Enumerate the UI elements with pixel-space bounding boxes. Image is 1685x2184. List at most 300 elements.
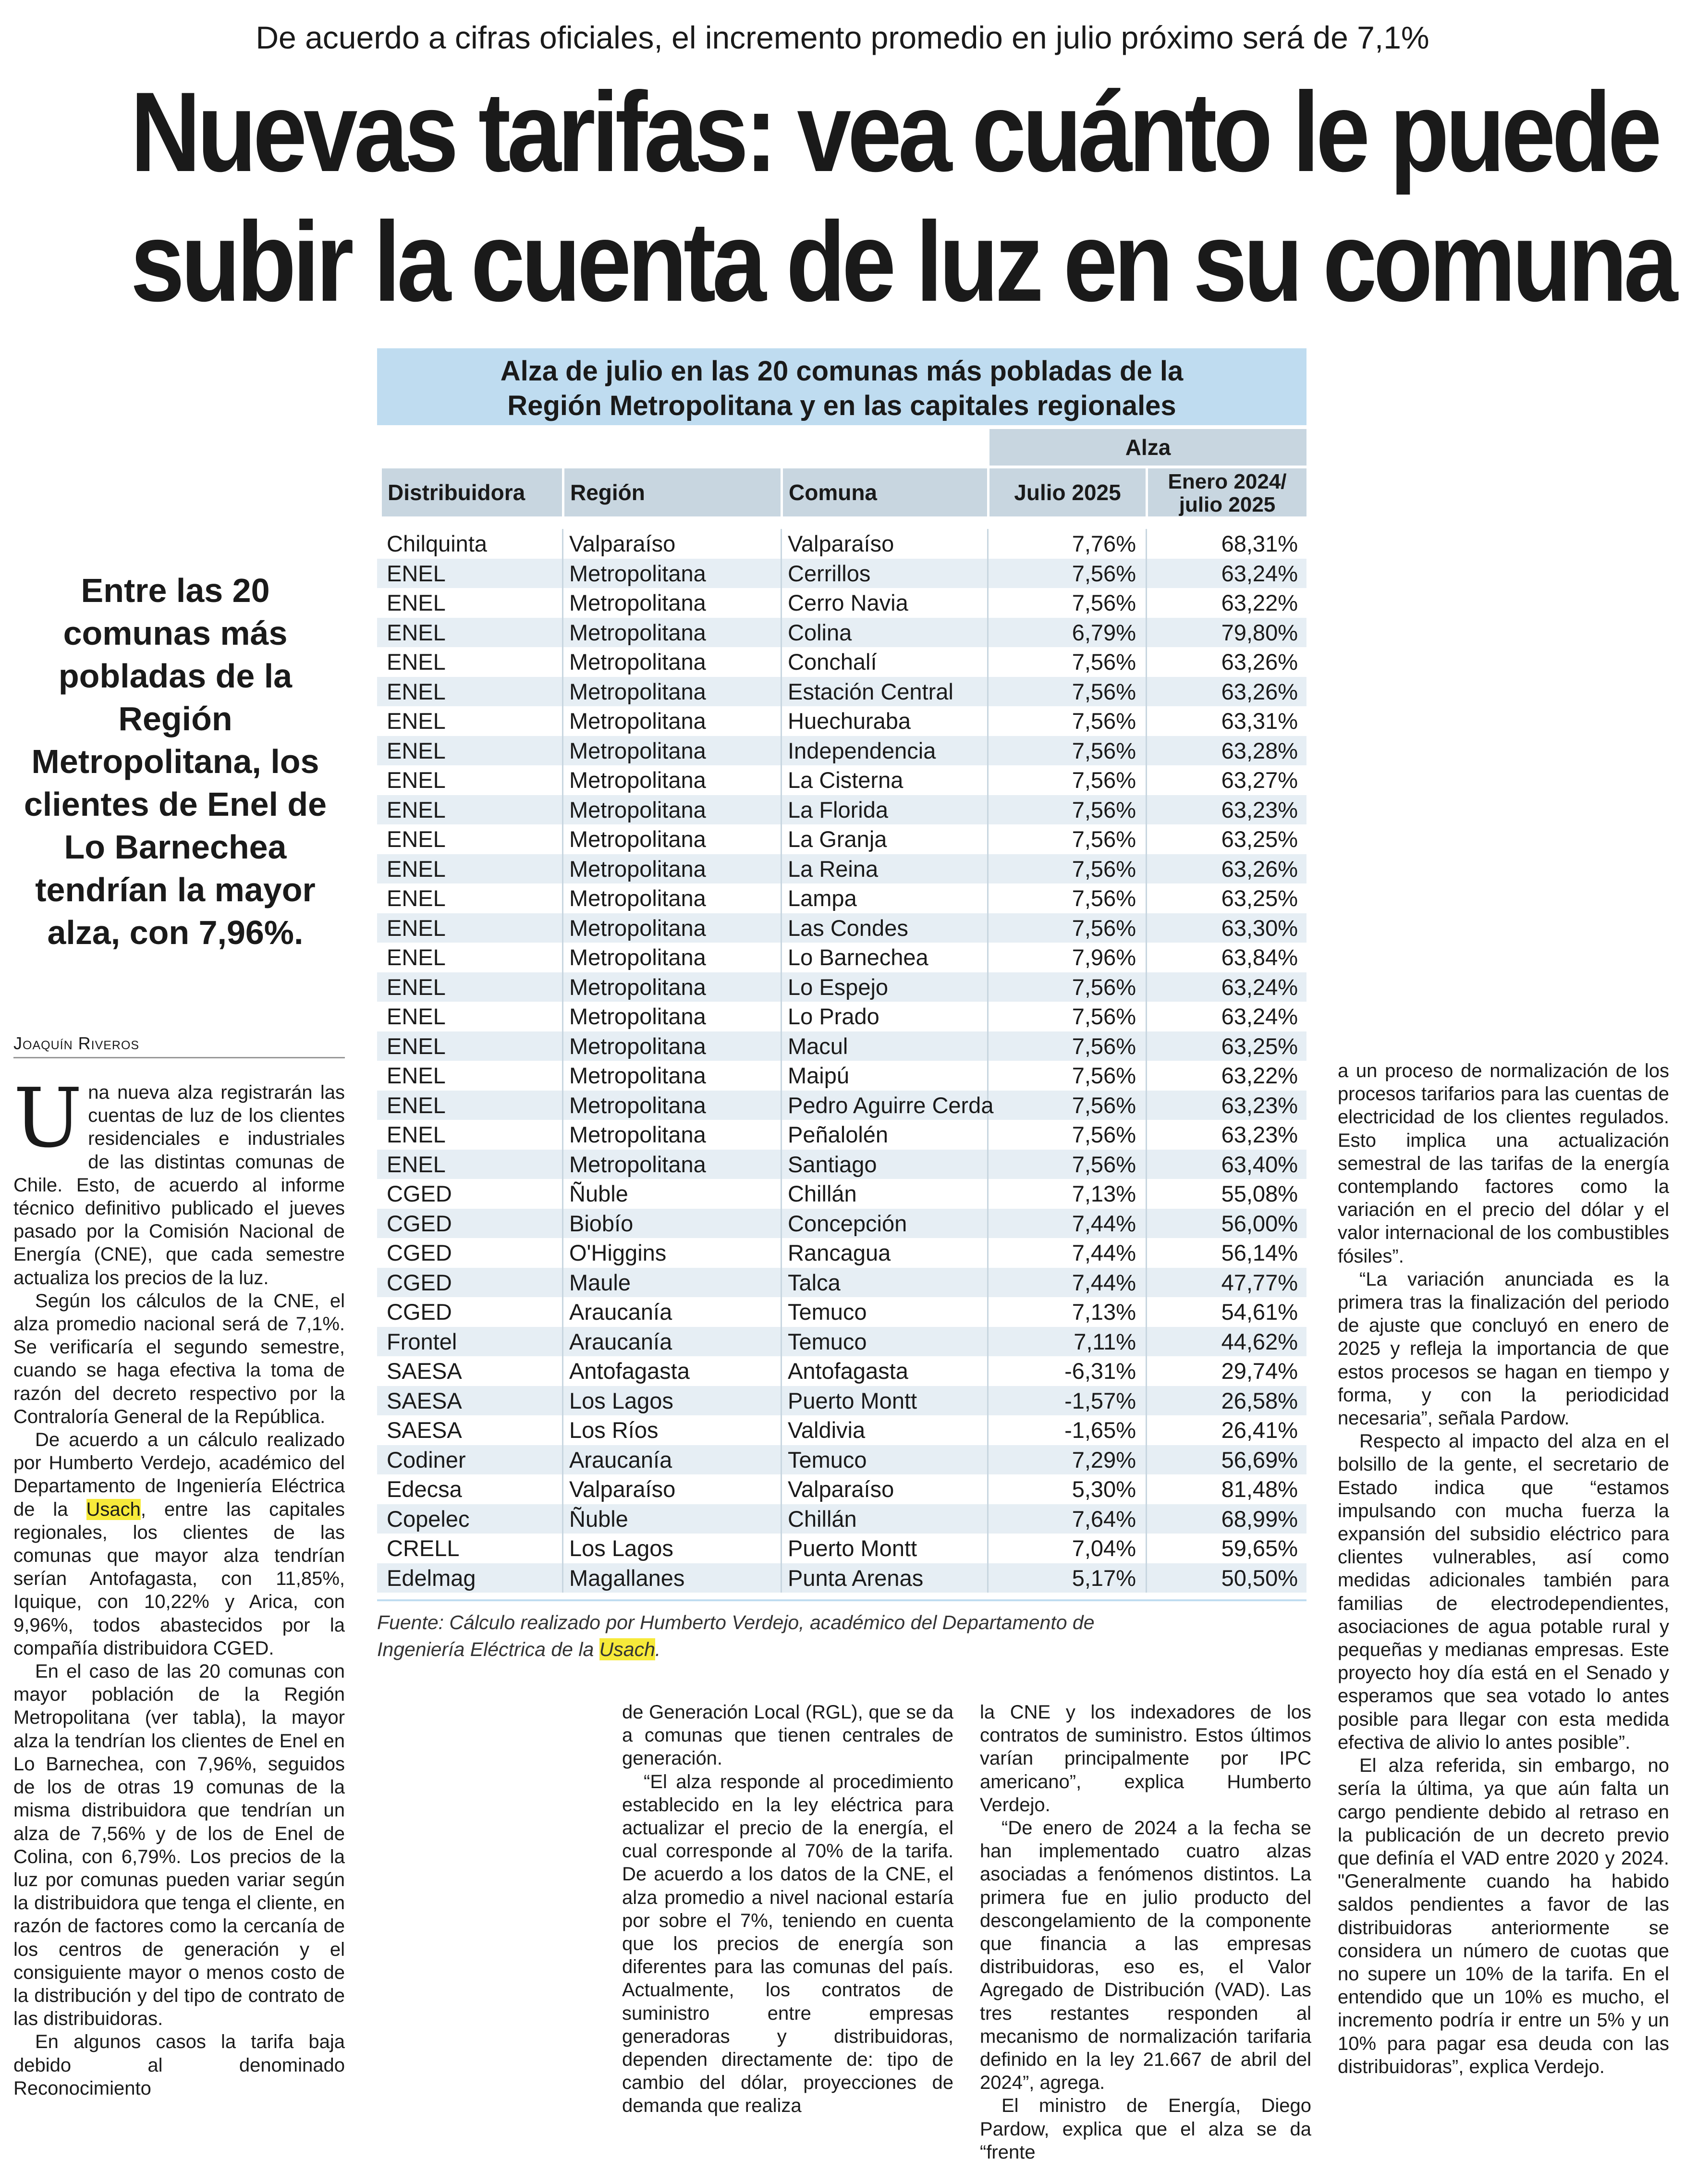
column-divider [1146, 559, 1147, 589]
column-divider [1146, 1238, 1147, 1268]
cell-region: Ñuble [569, 1181, 628, 1206]
column-divider [1146, 529, 1147, 559]
column-divider [562, 1209, 563, 1239]
column-divider [987, 854, 989, 884]
cell-julio-2025: -6,31% [1064, 1358, 1136, 1384]
cell-enero-julio: 29,74% [1221, 1358, 1298, 1384]
paragraph-text: na nueva alza registrarán las cuentas de luz de los clientes residenciales e industriales de las distintas comunas de Chile. Esto, de acuerdo al informe técnico definitivo publicado el jueves pasado por la Comisión Nacional de Energía (CNE), que cada semestre actualiza los precios de la luz. [13, 1082, 345, 1288]
cell-region: Metropolitana [569, 826, 706, 852]
paragraph: El ministro de Energía, Diego Pardow, explica que el alza se da “frente [980, 2095, 1311, 2163]
article-column-2 [622, 1701, 953, 2118]
column-divider [987, 618, 989, 648]
cell-julio-2025: 7,11% [1074, 1328, 1136, 1354]
cell-comuna: Independencia [788, 737, 936, 763]
column-divider [987, 1150, 989, 1179]
column-divider [781, 1268, 782, 1298]
paragraph: Según los cálculos de la CNE, el alza promedio nacional será de 7,1%. Se verificaría el segundo semestre, cuando se haga efectiva la toma de razón del decreto respectivo por la Contraloría General de la República. [13, 1290, 345, 1427]
paragraph-text: De acuerdo a un cálculo realizado por Humberto Verdejo, académico del Departamento de Ingeniería Eléctrica de la [13, 1429, 345, 1520]
cell-distribuidora: ENEL [387, 826, 446, 852]
column-divider [1146, 1120, 1147, 1150]
table-row [377, 647, 1306, 677]
table-row [377, 1474, 1306, 1504]
column-divider [562, 1474, 563, 1504]
cell-julio-2025: 7,56% [1072, 1092, 1136, 1118]
column-divider [781, 1179, 782, 1209]
cell-comuna: Concepción [788, 1210, 907, 1236]
cell-region: Araucanía [569, 1328, 672, 1354]
table-bottom-rule [377, 1599, 1306, 1601]
cell-julio-2025: 5,30% [1072, 1476, 1136, 1502]
cell-julio-2025: 7,96% [1072, 945, 1136, 970]
column-divider [562, 1002, 563, 1031]
table-row [377, 1091, 1306, 1120]
cell-region: Los Ríos [569, 1417, 659, 1443]
cell-comuna: Punta Arenas [788, 1565, 924, 1591]
cell-comuna: Huechuraba [788, 708, 911, 734]
cell-julio-2025: 7,56% [1072, 560, 1136, 586]
column-divider [1146, 824, 1147, 854]
cell-enero-julio: 63,22% [1221, 590, 1298, 615]
column-divider [562, 588, 563, 618]
column-divider [1146, 1445, 1147, 1475]
cell-region: Valparaíso [569, 1476, 676, 1502]
table-row [377, 972, 1306, 1002]
cell-comuna: Lo Espejo [788, 974, 889, 1000]
column-divider [562, 765, 563, 795]
paragraph: En algunos casos la tarifa baja debido al denominado Reconocimiento [13, 2031, 345, 2099]
cell-enero-julio: 63,30% [1221, 915, 1298, 941]
cell-julio-2025: 7,56% [1072, 1063, 1136, 1088]
cell-julio-2025: -1,65% [1064, 1417, 1136, 1443]
cell-distribuidora: SAESA [387, 1358, 462, 1384]
cell-enero-julio: 68,31% [1221, 531, 1298, 556]
table-body [377, 529, 1306, 1593]
column-divider [1146, 854, 1147, 884]
header-enero-line-2: julio 2025 [1179, 493, 1276, 516]
cell-distribuidora: Edecsa [387, 1476, 462, 1502]
header-group-alza: Alza [989, 429, 1306, 466]
table-source [377, 1609, 1170, 1663]
cell-comuna: Temuco [788, 1447, 867, 1472]
column-divider [562, 736, 563, 766]
column-divider [781, 765, 782, 795]
article-column-4 [1338, 1059, 1669, 2078]
paragraph: En el caso de las 20 comunas con mayor población de la Región Metropolitana (ver tabla), la mayor alza la tendrían los clientes de Enel en Lo Barnechea, con 7,96%, seguidos de los de otras 19 comunas de la misma distribuidora que tendrían un alza de 7,56% y de los de Enel de Colina, con 6,79%. Los precios de la luz por comunas pueden variar según la distribuidora que tenga el cliente, en razón de factores como la cercanía de los centros de generación y el consiguiente mayor o menos costo de la distribución y del tipo de contrato de las distribuidoras. [13, 1661, 345, 2030]
cell-julio-2025: 7,56% [1072, 649, 1136, 675]
column-divider [781, 1091, 782, 1120]
cell-julio-2025: 7,56% [1072, 915, 1136, 941]
column-divider [1146, 1209, 1147, 1239]
cell-julio-2025: 7,56% [1072, 885, 1136, 911]
cell-distribuidora: ENEL [387, 1063, 446, 1088]
column-divider [781, 1563, 782, 1593]
column-divider [987, 883, 989, 913]
column-divider [1146, 1031, 1147, 1061]
cell-comuna: Talca [788, 1269, 841, 1295]
column-divider [781, 943, 782, 972]
column-divider [987, 1474, 989, 1504]
cell-region: Araucanía [569, 1299, 672, 1325]
column-divider [562, 824, 563, 854]
headline-line-1: Nuevas tarifas: vea cuánto le puede [130, 69, 1659, 196]
cell-distribuidora: CGED [387, 1299, 452, 1325]
column-divider [987, 1120, 989, 1150]
cell-enero-julio: 55,08% [1221, 1181, 1298, 1206]
table-row [377, 824, 1306, 854]
cell-region: Metropolitana [569, 1151, 706, 1177]
column-divider [781, 1150, 782, 1179]
column-divider [781, 1238, 782, 1268]
column-divider [987, 765, 989, 795]
paragraph: El alza referida, sin embargo, no sería la última, ya que aún falta un cargo pendiente debido al retraso en la publicación de un decreto previo que definía el VAD entre 2020 y 2024. "Generalmente cuando ha habido saldos pendientes a favor de las distribuidoras anteriormente se considera un número de cuotas que no supere un 10% de la tarifa. En el entendido que un 10% es mucho, el incremento podría ir entre un 5% y un 10% para pagar esa deuda con las distribuidoras”, explica Verdejo. [1338, 1755, 1669, 2077]
cell-comuna: La Cisterna [788, 767, 904, 793]
cell-julio-2025: 7,44% [1072, 1269, 1136, 1295]
cell-enero-julio: 63,23% [1221, 797, 1298, 822]
column-divider [1146, 1563, 1147, 1593]
cell-enero-julio: 47,77% [1221, 1269, 1298, 1295]
cell-distribuidora: ENEL [387, 1004, 446, 1029]
cell-region: Araucanía [569, 1447, 672, 1472]
column-divider [1146, 1327, 1147, 1357]
column-divider [562, 1386, 563, 1416]
cell-distribuidora: ENEL [387, 649, 446, 675]
column-divider [1146, 795, 1147, 825]
cell-julio-2025: 5,17% [1072, 1565, 1136, 1591]
cell-region: Metropolitana [569, 708, 706, 734]
cell-distribuidora: ENEL [387, 708, 446, 734]
table-row [377, 1002, 1306, 1031]
column-divider [987, 972, 989, 1002]
column-divider [987, 1002, 989, 1031]
cell-comuna: Puerto Montt [788, 1387, 917, 1413]
cell-comuna: Las Condes [788, 915, 908, 941]
cell-distribuidora: CGED [387, 1269, 452, 1295]
cell-julio-2025: 7,56% [1072, 826, 1136, 852]
cell-julio-2025: 7,56% [1072, 1033, 1136, 1059]
table-row [377, 736, 1306, 766]
column-divider [987, 1031, 989, 1061]
cell-region: Metropolitana [569, 885, 706, 911]
paragraph [13, 1071, 345, 1289]
column-divider [562, 913, 563, 943]
cell-comuna: Cerrillos [788, 560, 871, 586]
column-divider [781, 736, 782, 766]
cell-julio-2025: 7,56% [1072, 1004, 1136, 1029]
cell-distribuidora: CRELL [387, 1535, 460, 1561]
column-divider [987, 1268, 989, 1298]
cell-region: Los Lagos [569, 1535, 673, 1561]
column-divider [1146, 618, 1147, 648]
cell-comuna: Cerro Navia [788, 590, 908, 615]
table-title-line-2: Región Metropolitana y en las capitales regionales [507, 390, 1176, 421]
cell-distribuidora: ENEL [387, 856, 446, 882]
cell-region: Metropolitana [569, 974, 706, 1000]
cell-enero-julio: 63,24% [1221, 974, 1298, 1000]
column-divider [562, 1268, 563, 1298]
cell-enero-julio: 56,14% [1221, 1240, 1298, 1265]
column-divider [562, 1563, 563, 1593]
cell-region: Los Lagos [569, 1387, 673, 1413]
cell-enero-julio: 50,50% [1221, 1565, 1298, 1591]
cell-julio-2025: 7,29% [1072, 1447, 1136, 1472]
cell-julio-2025: 7,13% [1072, 1299, 1136, 1325]
cell-comuna: Antofagasta [788, 1358, 908, 1384]
column-divider [1146, 647, 1147, 677]
table-row [377, 559, 1306, 589]
table-row [377, 1061, 1306, 1091]
cell-region: Metropolitana [569, 1122, 706, 1147]
column-divider [781, 1297, 782, 1327]
cell-comuna: Maipú [788, 1063, 850, 1088]
column-divider [987, 677, 989, 707]
column-divider [781, 1061, 782, 1091]
cell-enero-julio: 56,69% [1221, 1447, 1298, 1472]
cell-enero-julio: 63,84% [1221, 945, 1298, 970]
cell-distribuidora: CGED [387, 1210, 452, 1236]
cell-comuna: Lo Prado [788, 1004, 879, 1029]
column-divider [562, 854, 563, 884]
table-row [377, 1327, 1306, 1357]
column-divider [781, 913, 782, 943]
cell-comuna: Peñalolén [788, 1122, 889, 1147]
cell-region: Ñuble [569, 1506, 628, 1532]
cell-comuna: Chillán [788, 1506, 857, 1532]
cell-julio-2025: 7,56% [1072, 1151, 1136, 1177]
cell-distribuidora: Frontel [387, 1328, 457, 1354]
paragraph: “El alza responde al procedimiento establecido en la ley eléctrica para actualizar el precio de la energía, el cual corresponde al 70% de la tarifa. De acuerdo a los datos de la CNE, el alza promedio a nivel nacional estaría por sobre el 7%, teniendo en cuenta que los precios de energía son diferentes para las comunas del país. Actualmente, los contratos de suministro entre empresas generadoras y distribuidoras, dependen directamente de: tipo de cambio del dólar, proyecciones de demanda que realiza [622, 1771, 953, 2117]
source-text: . [655, 1638, 661, 1660]
table-row [377, 1504, 1306, 1534]
cell-julio-2025: 7,44% [1072, 1210, 1136, 1236]
table-row [377, 913, 1306, 943]
cell-distribuidora: ENEL [387, 767, 446, 793]
column-divider [562, 706, 563, 736]
cell-julio-2025: 7,56% [1072, 590, 1136, 615]
header-enero-julio [1148, 468, 1306, 516]
column-divider [781, 618, 782, 648]
cell-region: Magallanes [569, 1565, 685, 1591]
drop-cap: U [13, 1071, 83, 1166]
table-row [377, 765, 1306, 795]
cell-distribuidora: ENEL [387, 737, 446, 763]
cell-julio-2025: 7,56% [1072, 708, 1136, 734]
column-divider [562, 647, 563, 677]
cell-distribuidora: ENEL [387, 945, 446, 970]
table-row [377, 1415, 1306, 1445]
cell-distribuidora: ENEL [387, 797, 446, 822]
column-divider [781, 1120, 782, 1150]
column-divider [987, 706, 989, 736]
column-divider [987, 1445, 989, 1475]
paragraph: la CNE y los indexadores de los contratos de suministro. Estos últimos varían principalmente por IPC americano”, explica Humberto Verdejo. [980, 1702, 1311, 1816]
cell-region: Metropolitana [569, 1092, 706, 1118]
table-row [377, 1386, 1306, 1416]
cell-enero-julio: 79,80% [1221, 619, 1298, 645]
column-divider [1146, 1150, 1147, 1179]
column-divider [987, 1534, 989, 1563]
cell-comuna: Valparaíso [788, 531, 894, 556]
cell-region: Maule [569, 1269, 631, 1295]
cell-comuna: Santiago [788, 1151, 877, 1177]
column-divider [781, 795, 782, 825]
column-divider [562, 1031, 563, 1061]
column-divider [1146, 1356, 1147, 1386]
cell-enero-julio: 63,22% [1221, 1063, 1298, 1088]
column-divider [987, 824, 989, 854]
cell-comuna: La Reina [788, 856, 879, 882]
column-divider [1146, 972, 1147, 1002]
column-divider [781, 677, 782, 707]
column-divider [781, 588, 782, 618]
column-divider [1146, 1415, 1147, 1445]
highlighted-text: Usach [599, 1638, 655, 1660]
cell-julio-2025: 7,56% [1072, 856, 1136, 882]
cell-distribuidora: ENEL [387, 560, 446, 586]
cell-distribuidora: Edelmag [387, 1565, 476, 1591]
column-divider [987, 1386, 989, 1416]
column-divider [1146, 883, 1147, 913]
cell-enero-julio: 63,40% [1221, 1151, 1298, 1177]
paragraph-text: , entre las capitales regionales, los clientes de las comunas que mayor alza tendrían serían Antofagasta, con 11,85%, Iquique, con 10,22% y Arica, con 9,96%, todos abastecidos por la compañía distribuidora CGED. [13, 1498, 345, 1659]
cell-region: Metropolitana [569, 678, 706, 704]
column-divider [987, 1238, 989, 1268]
cell-comuna: Valparaíso [788, 1476, 894, 1502]
column-divider [562, 529, 563, 559]
paragraph: a un proceso de normalización de los procesos tarifarios para las cuentas de electricidad de los clientes regulados. Esto implica una actualización semestral de las tarifas de la energía contemplando factores como la variación en el precio del dólar y el valor internacional de los combustibles fósiles”. [1338, 1060, 1669, 1267]
table-title [377, 348, 1306, 425]
column-divider [1146, 1179, 1147, 1209]
cell-enero-julio: 54,61% [1221, 1299, 1298, 1325]
cell-comuna: La Florida [788, 797, 888, 822]
column-divider [781, 824, 782, 854]
column-divider [781, 1504, 782, 1534]
column-divider [781, 1356, 782, 1386]
column-divider [562, 1120, 563, 1150]
cell-distribuidora: ENEL [387, 1151, 446, 1177]
table-row [377, 1445, 1306, 1475]
table-row [377, 854, 1306, 884]
cell-comuna: Temuco [788, 1299, 867, 1325]
cell-distribuidora: ENEL [387, 1122, 446, 1147]
cell-region: Metropolitana [569, 737, 706, 763]
column-divider [562, 1534, 563, 1563]
paragraph: Respecto al impacto del alza en el bolsillo de la gente, el secretario de Estado indica que “estamos impulsando con mucha fuerza la expansión del subsidio eléctrico para clientes vulnerables, así como medidas adicionales también para familias de electrodependientes, asociaciones de agua potable rural y pequeñas y medianas empresas. Este proyecto hoy día está en el Senado y esperamos que sea votado lo antes posible para llegar con esta medida efectiva de alivio lo antes posible”. [1338, 1431, 1669, 1753]
cell-julio-2025: -1,57% [1064, 1387, 1136, 1413]
byline: Joaquín Riveros [13, 1033, 345, 1058]
column-divider [1146, 1061, 1147, 1091]
column-divider [781, 1327, 782, 1357]
data-table [377, 348, 1306, 1663]
column-divider [781, 706, 782, 736]
cell-region: Metropolitana [569, 560, 706, 586]
table-row [377, 588, 1306, 618]
column-divider [781, 1415, 782, 1445]
cell-julio-2025: 7,76% [1072, 531, 1136, 556]
cell-region: Metropolitana [569, 945, 706, 970]
column-divider [1146, 736, 1147, 766]
column-divider [987, 559, 989, 589]
table-header [377, 429, 1306, 520]
article-column-3 [980, 1701, 1311, 2164]
cell-enero-julio: 63,26% [1221, 649, 1298, 675]
table-row [377, 1534, 1306, 1563]
cell-julio-2025: 7,56% [1072, 974, 1136, 1000]
column-divider [987, 647, 989, 677]
column-divider [987, 1415, 989, 1445]
cell-distribuidora: SAESA [387, 1387, 462, 1413]
paragraph [13, 1428, 345, 1660]
column-divider [562, 1238, 563, 1268]
cell-enero-julio: 63,24% [1221, 1004, 1298, 1029]
column-divider [987, 1356, 989, 1386]
cell-region: Metropolitana [569, 619, 706, 645]
cell-comuna: Valdivia [788, 1417, 866, 1443]
column-divider [987, 1179, 989, 1209]
kicker: De acuerdo a cifras oficiales, el incremento promedio en julio próximo será de 7,1% [256, 20, 1429, 55]
column-divider [562, 795, 563, 825]
column-divider [1146, 1534, 1147, 1563]
cell-julio-2025: 6,79% [1072, 619, 1136, 645]
column-divider [562, 943, 563, 972]
column-divider [987, 1297, 989, 1327]
cell-region: Antofagasta [569, 1358, 690, 1384]
column-divider [987, 1061, 989, 1091]
pull-quote: Entre las 20 comunas más pobladas de la Región Metropolitana, los clientes de Enel de Lo Barnechea tendrían la mayor alza, con 7,96%. [24, 572, 327, 951]
table-row [377, 1179, 1306, 1209]
column-divider [562, 559, 563, 589]
headline-line-2: subir la cuenta de luz en su comuna [130, 198, 1674, 325]
cell-comuna: Estación Central [788, 678, 953, 704]
cell-comuna: Conchalí [788, 649, 877, 675]
cell-distribuidora: ENEL [387, 885, 446, 911]
cell-distribuidora: ENEL [387, 590, 446, 615]
cell-region: Metropolitana [569, 856, 706, 882]
column-divider [781, 883, 782, 913]
table-row [377, 1150, 1306, 1179]
cell-enero-julio: 63,27% [1221, 767, 1298, 793]
paragraph: “La variación anunciada es la primera tras la finalización del periodo de ajuste que concluyó en enero de 2025 y refleja la importancia de que estos procesos se hagan en tiempo y forma, y con la periodicidad necesaria”, señala Pardow. [1338, 1268, 1669, 1429]
column-divider [562, 1415, 563, 1445]
cell-julio-2025: 7,64% [1072, 1506, 1136, 1532]
column-divider [987, 588, 989, 618]
column-divider [1146, 913, 1147, 943]
column-divider [562, 1356, 563, 1386]
table-row [377, 1268, 1306, 1298]
column-divider [987, 1504, 989, 1534]
cell-enero-julio: 63,26% [1221, 678, 1298, 704]
cell-enero-julio: 63,23% [1221, 1092, 1298, 1118]
table-row [377, 1238, 1306, 1268]
column-divider [1146, 706, 1147, 736]
cell-distribuidora: ENEL [387, 678, 446, 704]
table-row [377, 618, 1306, 648]
table-row [377, 1297, 1306, 1327]
column-divider [781, 1474, 782, 1504]
column-divider [781, 1386, 782, 1416]
cell-comuna: Lo Barnechea [788, 945, 928, 970]
header-comuna: Comuna [783, 468, 987, 516]
cell-distribuidora: CGED [387, 1181, 452, 1206]
column-divider [781, 854, 782, 884]
cell-enero-julio: 63,24% [1221, 560, 1298, 586]
table-row [377, 1563, 1306, 1593]
cell-enero-julio: 63,31% [1221, 708, 1298, 734]
table-row [377, 677, 1306, 707]
cell-enero-julio: 26,41% [1221, 1417, 1298, 1443]
column-divider [562, 883, 563, 913]
cell-comuna: Chillán [788, 1181, 857, 1206]
column-divider [562, 1297, 563, 1327]
